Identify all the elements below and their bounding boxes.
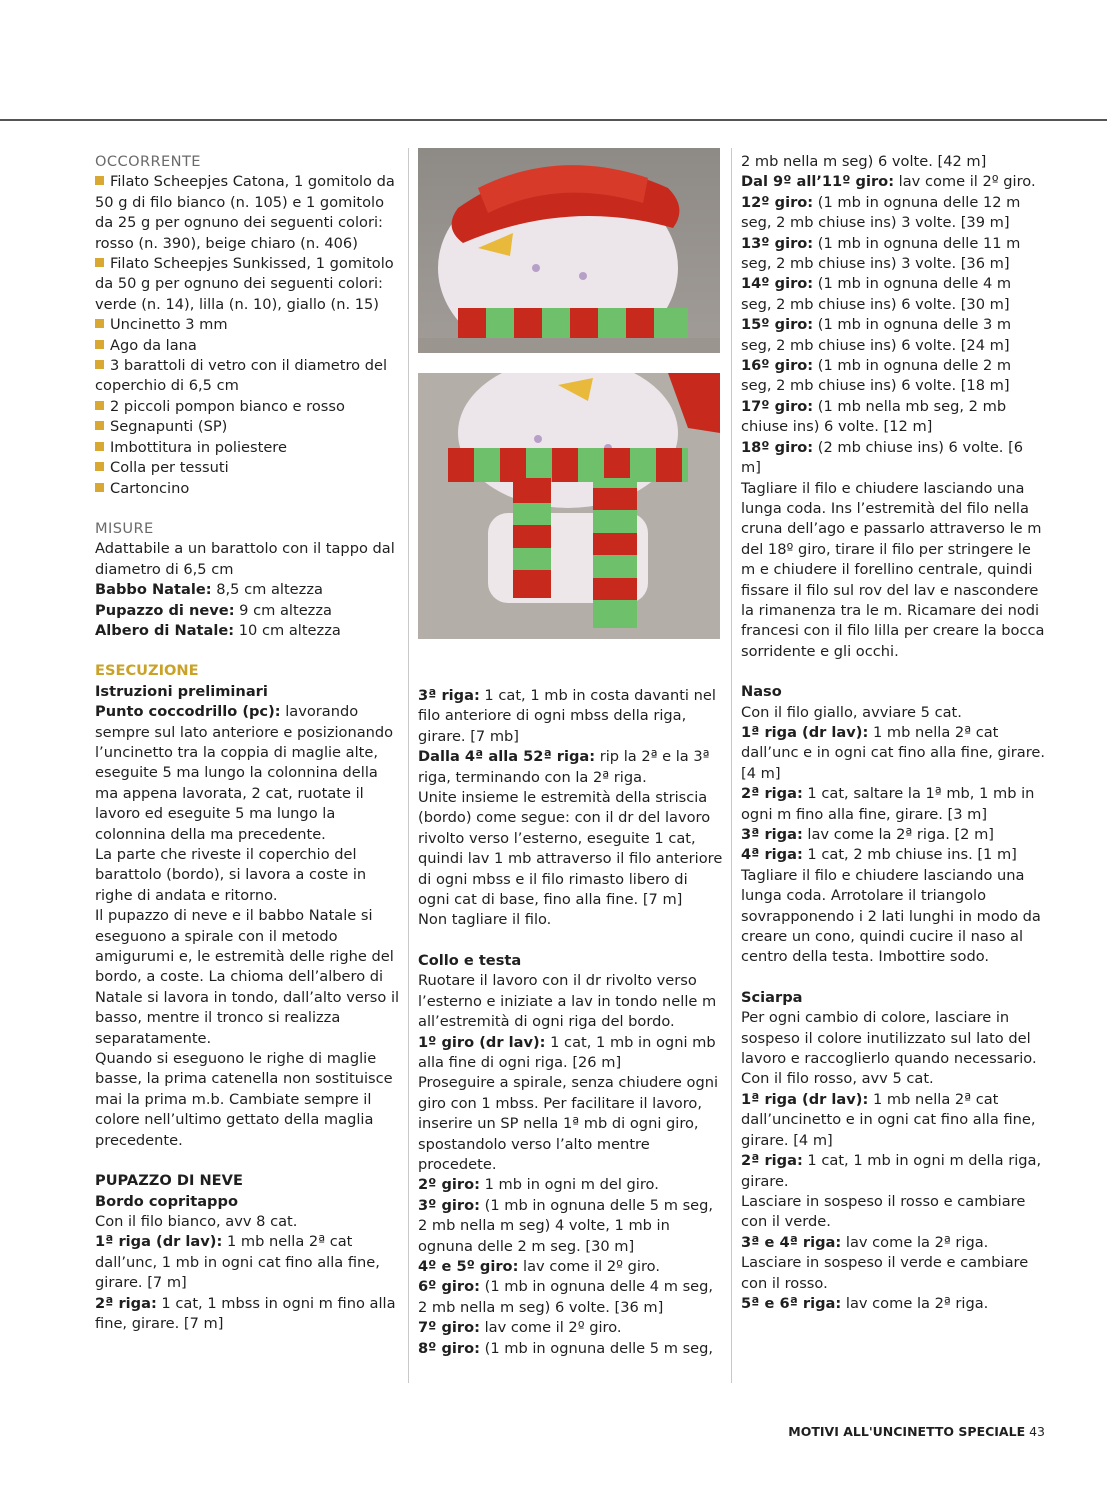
sciarpa-rows-1-2 bbox=[741, 1090, 1046, 1192]
instruction-row: 4º e 5º giro: lav come il 2º giro. bbox=[418, 1257, 660, 1275]
instruction-row: 3ª riga: lav come la 2ª riga. [2 m] bbox=[741, 826, 994, 843]
row-3-4: 3ª e 4ª riga: lav come la 2ª riga. bbox=[741, 1233, 989, 1251]
material-item: Cartoncino bbox=[95, 479, 400, 499]
instruction-row: 2ª riga: 1 cat, saltare la 1ª mb, 1 mb in ogni m fino alla fine, girare. [3 m] bbox=[741, 785, 1035, 823]
bullet-square-icon bbox=[95, 462, 104, 471]
giro-8-cont: 2 mb nella m seg) 6 volte. [42 m] bbox=[741, 153, 987, 170]
bullet-square-icon bbox=[95, 319, 104, 328]
instruction-row: 14º giro: (1 mb in ognuna delle 4 m seg, 2 mb chiuse ins) 6 volte. [30 m] bbox=[741, 275, 1012, 313]
instruction-row: 8º giro: (1 mb in ognuna delle 5 m seg, bbox=[418, 1339, 714, 1357]
snowman-scarf-image bbox=[418, 373, 720, 639]
instruction-row: 6º giro: (1 mb in ognuna delle 4 m seg, 2 mb nella m seg) 6 volte. [36 m] bbox=[418, 1278, 714, 1316]
page-number: 43 bbox=[1029, 1424, 1045, 1439]
instruction-row: 1ª riga (dr lav): 1 mb nella 2ª cat dall’unc, 1 mb in ogni cat fino alla fine, girare. [7 m] bbox=[95, 1233, 380, 1292]
snowman-photo-bottom bbox=[418, 373, 720, 639]
material-item: 2 piccoli pompon bianco e rosso bbox=[95, 397, 400, 417]
snowman-hat-image bbox=[418, 148, 720, 353]
instruction-row: 2º giro: 1 mb in ogni m del giro. bbox=[418, 1176, 659, 1194]
material-item: Filato Scheepjes Catona, 1 gomitolo da 50 g di filo bianco (n. 105) e 1 gomitolo da 25 g per ognuno dei seguenti colori: rosso (n. 390), beige chiaro (n. 406) bbox=[95, 173, 395, 252]
column-1 bbox=[95, 152, 400, 1334]
rows-3-52 bbox=[418, 686, 723, 788]
instruction-row: 16º giro: (1 mb in ognuna delle 2 m seg, 2 mb chiuse ins) 6 volte. [18 m] bbox=[741, 357, 1012, 395]
size-item: Albero di Natale: 10 cm altezza bbox=[95, 621, 341, 639]
bullet-square-icon bbox=[95, 176, 104, 185]
giri-2-8 bbox=[418, 1175, 723, 1359]
unite-para: Unite insieme le estremità della striscia (bordo) come segue: con il dr del lavoro rivolto verso l’esterno, eseguite 1 cat, quindi lav 1 mb attraverso il filo anteriore di ogni mbss e il filo rimasto libero di ogni cat di base, fino alla fine. [7 m] bbox=[418, 789, 723, 909]
esecuzione-heading: ESECUZIONE bbox=[95, 662, 199, 680]
page-footer bbox=[788, 1424, 1045, 1439]
column-2 bbox=[418, 686, 723, 1359]
instruction-row: 15º giro: (1 mb in ognuna delle 3 m seg, 2 mb chiuse ins) 6 volte. [24 m] bbox=[741, 316, 1012, 354]
snowman-photo-top bbox=[418, 148, 720, 353]
naso-heading: Naso bbox=[741, 683, 782, 701]
bullet-square-icon bbox=[95, 401, 104, 410]
bordo-intro: Con il filo bianco, avv 8 cat. bbox=[95, 1212, 298, 1230]
column-3 bbox=[741, 152, 1046, 1314]
material-item: Filato Scheepjes Sunkissed, 1 gomitolo da 50 g per ognuno dei seguenti colori: verde (n. 14), lilla (n. 10), giallo (n. 15) bbox=[95, 255, 394, 313]
sospeso-2: Lasciare in sospeso il verde e cambiare con il rosso. bbox=[741, 1254, 1029, 1292]
misure-text: Adattabile a un barattolo con il tappo dal diametro di 6,5 cm bbox=[95, 540, 395, 578]
instruction-row: 3º giro: (1 mb in ognuna delle 5 m seg, 2 mb nella m seg) 4 volte, 1 mb in ognuna delle 2 m seg. [30 m] bbox=[418, 1196, 714, 1255]
non-tagliare: Non tagliare il filo. bbox=[418, 911, 552, 929]
material-item: 3 barattoli di vetro con il diametro del coperchio di 6,5 cm bbox=[95, 357, 388, 395]
giri-9-18 bbox=[741, 172, 1046, 478]
instruction-row: 18º giro: (2 mb chiuse ins) 6 volte. [6 m] bbox=[741, 438, 1024, 477]
sciarpa-start: Con il filo rosso, avv 5 cat. bbox=[741, 1070, 934, 1088]
istruzioni-heading: Istruzioni preliminari bbox=[95, 682, 268, 700]
bullet-square-icon bbox=[95, 483, 104, 492]
naso-rows bbox=[741, 723, 1046, 866]
naso-intro: Con il filo giallo, avviare 5 cat. bbox=[741, 703, 962, 721]
punto-coccodrillo-para: Punto coccodrillo (pc): lavorando sempre sul lato anteriore e posizionando l’uncinetto tra la coppia di maglie alte, eseguite 5 ma lungo la colonnina della ma appena lavorata, 2 cat, ruotate il lavoro ed eseguite 5 ma lungo la colonnina della ma precedente. bbox=[95, 703, 394, 843]
naso-end: Tagliare il filo e chiudere lasciando una lunga coda. Arrotolare il triangolo sovrapponendo i 2 lati lunghi in modo da creare un cono, quindi cucire il naso al centro della testa. Imbottire sodo. bbox=[741, 866, 1041, 966]
instruction-row: 1ª riga (dr lav): 1 mb nella 2ª cat dall’uncinetto e in ogni cat fino alla fine, girare. [4 m] bbox=[741, 1090, 1036, 1149]
material-item: Colla per tessuti bbox=[95, 458, 400, 478]
material-item: Uncinetto 3 mm bbox=[95, 315, 400, 335]
instruction-row: Dal 9º all’11º giro: lav come il 2º giro. bbox=[741, 173, 1036, 191]
instruction-row: 12º giro: (1 mb in ognuna delle 12 m seg, 2 mb chiuse ins) 3 volte. [39 m] bbox=[741, 193, 1021, 232]
pupazzo-heading: PUPAZZO DI NEVE bbox=[95, 1172, 243, 1190]
sospeso-1: Lasciare in sospeso il rosso e cambiare con il verde. bbox=[741, 1192, 1026, 1231]
instruction-row: 7º giro: lav come il 2º giro. bbox=[418, 1319, 622, 1337]
sciarpa-intro: Per ogni cambio di colore, lasciare in sospeso il colore inutilizzato sul lato del lavoro e raccoglierlo quando necessario. bbox=[741, 1009, 1037, 1068]
sciarpa-heading: Sciarpa bbox=[741, 988, 803, 1006]
giro-1: 1º giro (dr lav): 1 cat, 1 mb in ogni mb alla fine di ogni riga. [26 m] bbox=[418, 1033, 716, 1071]
collo-heading: Collo e testa bbox=[418, 951, 522, 969]
misure-heading: MISURE bbox=[95, 519, 154, 537]
proseguire-para: Proseguire a spirale, senza chiudere ogni giro con 1 mbss. Per facilitare il lavoro, inserire un SP nella 1ª mb di ogni giro, spostandolo verso l’alto mentre procedete. bbox=[418, 1074, 719, 1173]
material-item: Segnapunti (SP) bbox=[95, 417, 400, 437]
magazine-title: MOTIVI ALL'UNCINETTO SPECIALE bbox=[788, 1424, 1026, 1439]
material-item: Ago da lana bbox=[95, 336, 400, 356]
bordo-rows bbox=[95, 1232, 400, 1334]
instruction-row: 3ª riga: 1 cat, 1 mb in costa davanti nel filo anteriore di ogni mbss della riga, girare. [7 mb] bbox=[418, 687, 716, 745]
bordo-copritappo-heading: Bordo copritappo bbox=[95, 1192, 238, 1210]
collo-intro: Ruotare il lavoro con il dr rivolto verso l’esterno e iniziate a lav in tondo nelle m all’estremità di ogni riga del bordo. bbox=[418, 972, 717, 1031]
bullet-square-icon bbox=[95, 360, 104, 369]
bordo-para: La parte che riveste il coperchio del barattolo (bordo), si lavora a coste in righe di andata e ritorno. bbox=[95, 846, 367, 904]
instruction-row: 4ª riga: 1 cat, 2 mb chiuse ins. [1 m] bbox=[741, 846, 1017, 864]
material-item: Imbottitura in poliestere bbox=[95, 438, 400, 458]
instruction-row: Dalla 4ª alla 52ª riga: rip la 2ª e la 3ª riga, terminando con la 2ª riga. bbox=[418, 748, 710, 786]
row-5-6: 5ª e 6ª riga: lav come la 2ª riga. bbox=[741, 1294, 989, 1312]
bullet-square-icon bbox=[95, 442, 104, 451]
tagliare-para: Tagliare il filo e chiudere lasciando una lunga coda. Ins l’estremità del filo nella cruna dell’ago e passarlo attraverso le m del 18º giro, tirare il filo per stringere le m e chiudere il forellino centrale, quindi fissare il filo sul rov del lav e nascondere la rimanenza tra le m. Ricamare dei nodi francesi con il filo lilla per creare la bocca sorridente e gli occhi. bbox=[741, 479, 1045, 660]
amigurumi-para: Il pupazzo di neve e il babbo Natale si eseguono a spirale con il metodo amigurumi e, le estremità delle righe del bordo, a coste. La chioma dell’albero di Natale si lavora in tondo, dall’alto verso il basso, mentre il tronco si realizza separatamente. bbox=[95, 907, 400, 1047]
size-item: Babbo Natale: 8,5 cm altezza bbox=[95, 581, 323, 599]
size-item: Pupazzo di neve: 9 cm altezza bbox=[95, 601, 332, 619]
instruction-row: 1ª riga (dr lav): 1 mb nella 2ª cat dall’unc e in ogni cat fino alla fine, girare. [4 m] bbox=[741, 723, 1046, 782]
top-rule bbox=[0, 119, 1107, 121]
materials-list bbox=[95, 172, 400, 499]
maglie-basse-para: Quando si eseguono le righe di maglie basse, la prima catenella non sostituisce mai la prima m.b. Cambiate sempre il colore nell’ultimo gettato della maglia precedente. bbox=[95, 1050, 393, 1149]
column-divider-1 bbox=[408, 148, 409, 1383]
instruction-row: 2ª riga: 1 cat, 1 mbss in ogni m fino alla fine, girare. [7 m] bbox=[95, 1294, 396, 1332]
bullet-square-icon bbox=[95, 421, 104, 430]
instruction-row: 17º giro: (1 mb nella mb seg, 2 mb chiuse ins) 6 volte. [12 m] bbox=[741, 397, 1007, 436]
sizes-list bbox=[95, 580, 400, 641]
bullet-square-icon bbox=[95, 258, 104, 267]
occorrente-heading: OCCORRENTE bbox=[95, 153, 201, 170]
instruction-row: 2ª riga: 1 cat, 1 mb in ogni m della riga, girare. bbox=[741, 1152, 1042, 1190]
column-divider-2 bbox=[731, 148, 732, 1383]
instruction-row: 13º giro: (1 mb in ognuna delle 11 m seg, 2 mb chiuse ins) 3 volte. [36 m] bbox=[741, 234, 1021, 273]
bullet-square-icon bbox=[95, 340, 104, 349]
